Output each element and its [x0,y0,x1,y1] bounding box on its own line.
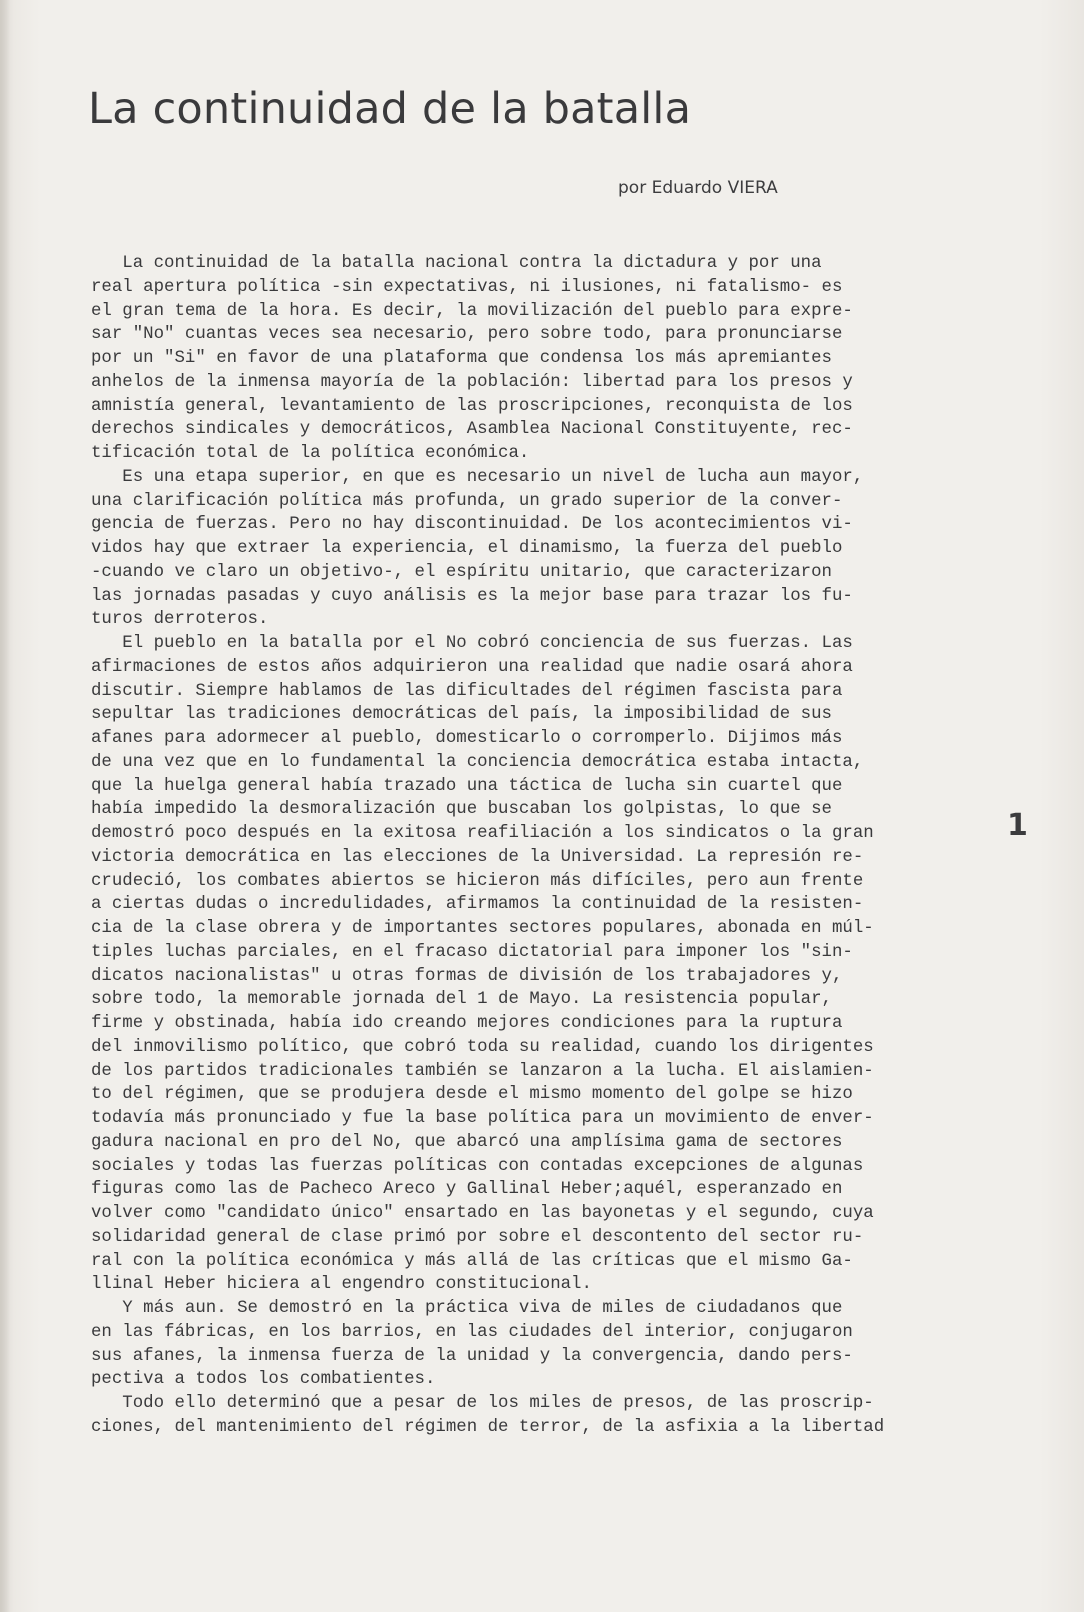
page-number: 1 [1007,808,1028,843]
body-line: del inmovilismo político, que cobró toda su realidad, cuando los dirigentes [91,1037,874,1057]
body-line: pectiva a todos los combatientes. [91,1370,436,1390]
body-line: El pueblo en la batalla por el No cobró conciencia de sus fuerzas. Las [91,634,853,653]
body-line: afirmaciones de estos años adquirieron una realidad que nadie osará ahora [91,657,853,677]
body-line: gadura nacional en pro del No, que abarcó una amplísima gama de sectores [91,1132,843,1152]
article-title: La continuidad de la batalla [88,84,692,134]
body-line: derechos sindicales y democráticos, Asamblea Nacional Constituyente, rec- [91,420,853,440]
body-line: tificación total de la política económica. [91,444,530,463]
body-line: demostró poco después en la exitosa reafiliación a los sindicatos o la gran [91,824,874,843]
page-fold-shadow [0,0,10,1612]
body-line: anhelos de la inmensa mayoría de la población: libertad para los presos y [91,372,853,392]
body-line: había impedido la desmoralización que buscaban los golpistas, lo que se [91,800,832,820]
body-line: de una vez que en lo fundamental la conciencia democrática estaba intacta, [91,752,864,772]
body-line: discutir. Siempre hablamos de las dificultades del régimen fascista para [91,681,843,701]
body-line: en las fábricas, en los barrios, en las ciudades del interior, conjugaron [91,1322,853,1342]
body-line: que la huelga general había trazado una táctica de lucha sin cuartel que [91,776,843,796]
body-line: ral con la política económica y más allá de las críticas que el mismo Ga- [91,1251,853,1271]
body-line: sar "No" cuantas veces sea necesario, pero sobre todo, para pronunciarse [91,325,843,345]
body-line: La continuidad de la batalla nacional contra la dictadura y por una [91,254,822,273]
body-line: figuras como las de Pacheco Areco y Gallinal Heber;aquél, esperanzado en [91,1180,843,1200]
body-line: tiples luchas parciales, en el fracaso dictatorial para imponer los "sin- [91,942,853,962]
body-line: cia de la clase obrera y de importantes sectores populares, abonada en múl- [91,919,874,938]
body-line: vidos hay que extraer la experiencia, el dinamismo, la fuerza del pueblo [91,539,843,558]
body-line: volver como "candidato único" ensartado en las bayonetas y el segundo, cuya [91,1204,874,1223]
body-line: Todo ello determinó que a pesar de los miles de presos, de las proscrip- [91,1394,874,1413]
body-line: llinal Heber hiciera al engendro constitucional. [91,1275,592,1295]
body-line: Y más aun. Se demostró en la práctica viva de miles de ciudadanos que [91,1299,843,1318]
body-line: sociales y todas las fuerzas políticas con contadas excepciones de algunas [91,1156,864,1176]
body-line: afanes para adormecer al pueblo, domesticarlo o corromperlo. Dijimos más [91,729,843,748]
body-line: ciones, del mantenimiento del régimen de terror, de la asfixia a la libertad [91,1417,885,1437]
body-line: -cuando ve claro un objetivo-, el espíritu unitario, que caracterizaron [91,562,832,582]
body-line: crudeció, los combates abiertos se hicieron más difíciles, pero aun frente [91,871,864,891]
body-line: el gran tema de la hora. Es decir, la movilización del pueblo para expre- [91,301,853,321]
body-line: sepultar las tradiciones democráticas del país, la imposibilidad de sus [91,705,832,725]
body-line: gencia de fuerzas. Pero no hay discontinuidad. De los acontecimientos vi- [91,515,853,535]
body-line: sobre todo, la memorable jornada del 1 de Mayo. La resistencia popular, [91,990,832,1010]
body-line: las jornadas pasadas y cuyo análisis es la mejor base para trazar los fu- [91,586,853,606]
body-line: Es una etapa superior, en que es necesario un nivel de lucha aun mayor, [91,467,864,487]
body-line: solidaridad general de clase primó por sobre el descontento del sector ru- [91,1227,864,1247]
body-line: todavía más pronunciado y fue la base política para un movimiento de enver- [91,1109,874,1128]
body-line: de los partidos tradicionales también se lanzaron a la lucha. El aislamien- [91,1061,874,1081]
body-line: to del régimen, que se produjera desde el mismo momento del golpe se hizo [91,1085,853,1105]
body-line: una clarificación política más profunda, un grado superior de la conver- [91,491,843,511]
body-line: turos derroteros. [91,610,269,630]
article-byline: por Eduardo VIERA [618,178,778,198]
body-line: sus afanes, la inmensa fuerza de la unidad y la convergencia, dando pers- [91,1346,853,1366]
body-line: victoria democrática en las elecciones de la Universidad. La represión re- [91,847,864,867]
body-line: a ciertas dudas o incredulidades, afirmamos la continuidad de la resisten- [91,895,864,915]
body-line: amnistía general, levantamiento de las proscripciones, reconquista de los [91,396,853,416]
body-line: firme y obstinada, había ido creando mejores condiciones para la ruptura [91,1014,843,1033]
body-line: por un "Si" en favor de una plataforma que condensa los más apremiantes [91,349,832,368]
article-body [91,252,1011,1440]
body-line: dicatos nacionalistas" u otras formas de división de los trabajadores y, [91,966,843,986]
body-line: real apertura política -sin expectativas, ni ilusiones, ni fatalismo- es [91,277,843,297]
